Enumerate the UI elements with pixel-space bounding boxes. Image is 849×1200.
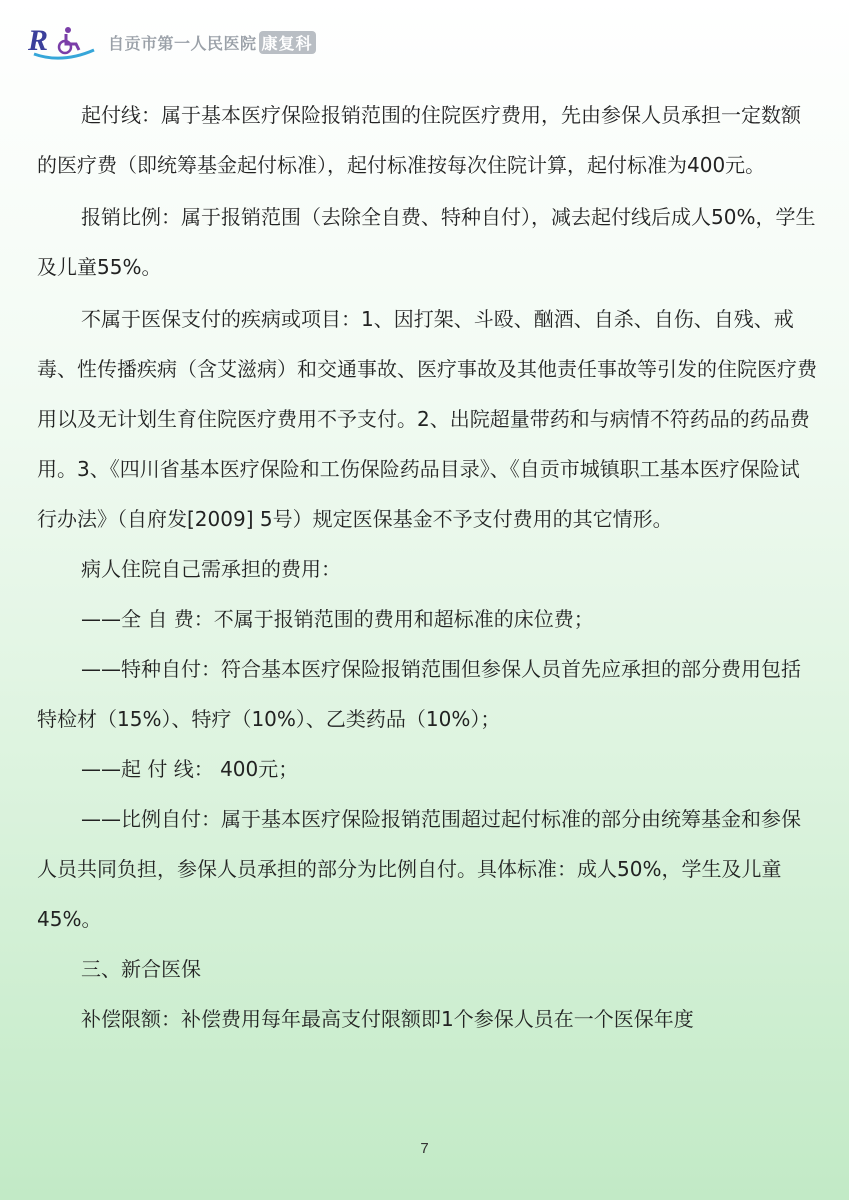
page-number: 7 — [420, 1140, 429, 1157]
document-body — [37, 90, 817, 1044]
list-item-special-self-pay: ——特种自付：符合基本医疗保险报销范围但参保人员首先应承担的部分费用包括特检材（15%）、特疗（10%）、乙类药品（10%）； — [37, 657, 801, 731]
list-item-deductible: ——起 付 线： 400元； — [81, 757, 299, 781]
svg-text:R: R — [28, 24, 49, 57]
list-item-ratio-self-pay: ——比例自付：属于基本医疗保险报销范围超过起付标准的部分由统筹基金和参保人员共同负担，参保人员承担的部分为比例自付。具体标准：成人50%，学生及儿童45%。 — [37, 807, 801, 931]
list-item-full-self-pay: ——全 自 费：不属于报销范围的费用和超标准的床位费； — [81, 607, 594, 631]
paragraph-compensation-limit: 补偿限额：补偿费用每年最高支付限额即1个参保人员在一个医保年度 — [81, 1007, 694, 1031]
hospital-name: 自贡市第一人民医院 — [108, 33, 257, 53]
paragraph-reimbursement-ratio: 报销比例：属于报销范围（去除全自费、特种自付），减去起付线后成人50%，学生及儿童55%。 — [37, 205, 816, 279]
paragraph-exclusions: 不属于医保支付的疾病或项目：1、因打架、斗殴、酗酒、自杀、自伤、自残、戒毒、性传播疾病（含艾滋病）和交通事故、医疗事故及其他责任事故等引发的住院医疗费用以及无计划生育住院医疗费用不予支付。2、出院超量带药和与病情不符药品的药品费用。3、《四川省基本医疗保险和工伤保险药品目录》、《自贡市城镇职工基本医疗保险试行办法》（自府发[2009] 5号）规定医保基金不予支付费用的其它情形。 — [37, 307, 817, 531]
paragraph-deductible: 起付线：属于基本医疗保险报销范围的住院医疗费用，先由参保人员承担一定数额的医疗费（即统筹基金起付标准），起付标准按每次住院计算，起付标准为400元。 — [37, 103, 801, 177]
department-badge: 康复科 — [259, 31, 316, 54]
page-header — [22, 20, 316, 64]
section-heading-new-rural-insurance: 三、新合医保 — [81, 957, 201, 981]
paragraph-patient-costs-heading: 病人住院自己需承担的费用： — [81, 557, 341, 581]
hospital-logo-icon — [22, 20, 102, 64]
